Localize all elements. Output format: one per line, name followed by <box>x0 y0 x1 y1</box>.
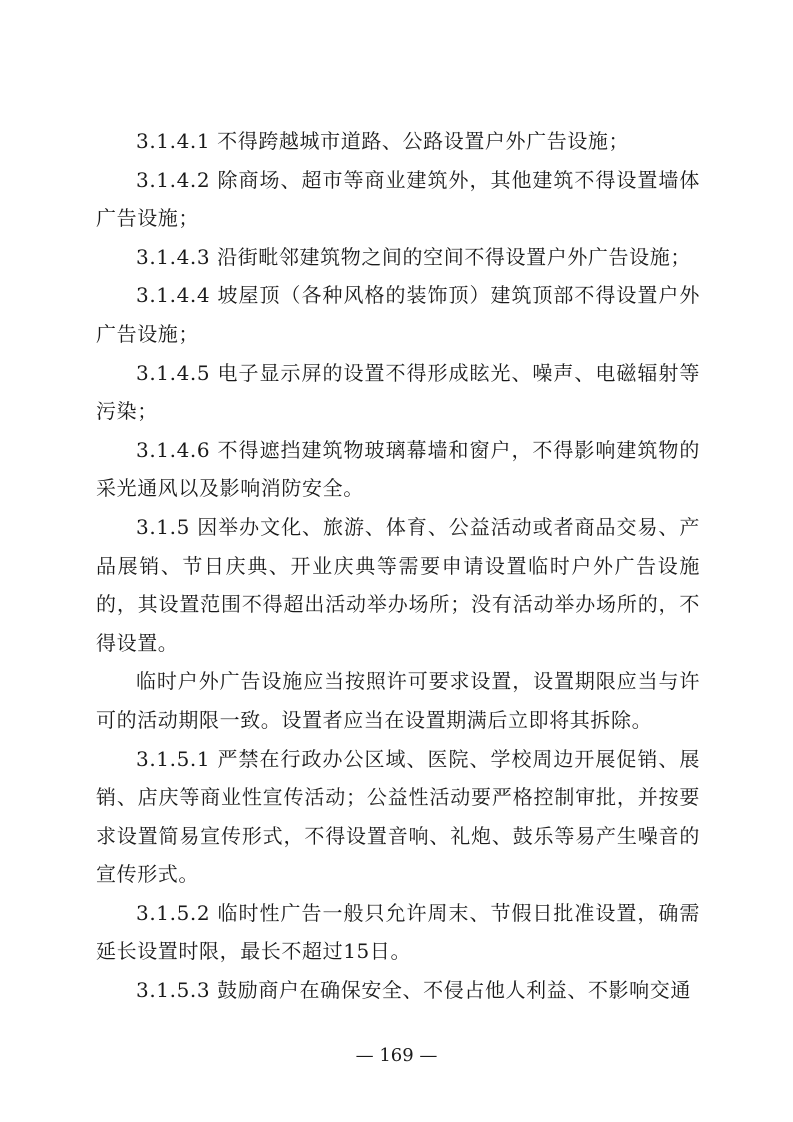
paragraph-3-1-4-6: 3.1.4.6 不得遮挡建筑物玻璃幕墙和窗户，不得影响建筑物的采光通风以及影响消防安全。 <box>96 437 700 501</box>
paragraph-3-1-5-1: 3.1.5.1 严禁在行政办公区域、医院、学校周边开展促销、展销、店庆等商业性宣传活动；公益性活动要严格控制审批，并按要求设置简易宣传形式，不得设置音响、礼炮、鼓乐等易产生噪音的宣传形式。 <box>96 746 700 887</box>
paragraph-3-1-4-5: 3.1.4.5 电子显示屏的设置不得形成眩光、噪声、电磁辐射等污染； <box>96 360 700 424</box>
document-body <box>96 122 700 1010</box>
paragraph-3-1-5-2: 3.1.5.2 临时性广告一般只允许周末、节假日批准设置，确需延长设置时限，最长不超过15日。 <box>96 900 700 964</box>
page-footer <box>0 1044 793 1068</box>
paragraph-3-1-4-3: 3.1.4.3 沿街毗邻建筑物之间的空间不得设置户外广告设施； <box>136 244 691 269</box>
paragraph-3-1-5: 3.1.5 因举办文化、旅游、体育、公益活动或者商品交易、产品展销、节日庆典、开业庆典等需要申请设置临时户外广告设施的，其设置范围不得超出活动举办场所；没有活动举办场所的，不得设置。 <box>96 514 700 655</box>
paragraph-temporary-ad: 临时户外广告设施应当按照许可要求设置，设置期限应当与许可的活动期限一致。设置者应当在设置期满后立即将其拆除。 <box>96 669 700 732</box>
paragraph-3-1-4-1: 3.1.4.1 不得跨越城市道路、公路设置户外广告设施； <box>136 129 630 153</box>
paragraph-3-1-4-2: 3.1.4.2 除商场、超市等商业建筑外，其他建筑不得设置墙体广告设施； <box>96 167 700 231</box>
page-number: — 169 — <box>355 1045 438 1066</box>
paragraph-3-1-5-3: 3.1.5.3 鼓励商户在确保安全、不侵占他人利益、不影响交通 <box>136 978 691 1003</box>
paragraph-3-1-4-4: 3.1.4.4 坡屋顶（各种风格的装饰顶）建筑顶部不得设置户外广告设施； <box>96 283 700 346</box>
